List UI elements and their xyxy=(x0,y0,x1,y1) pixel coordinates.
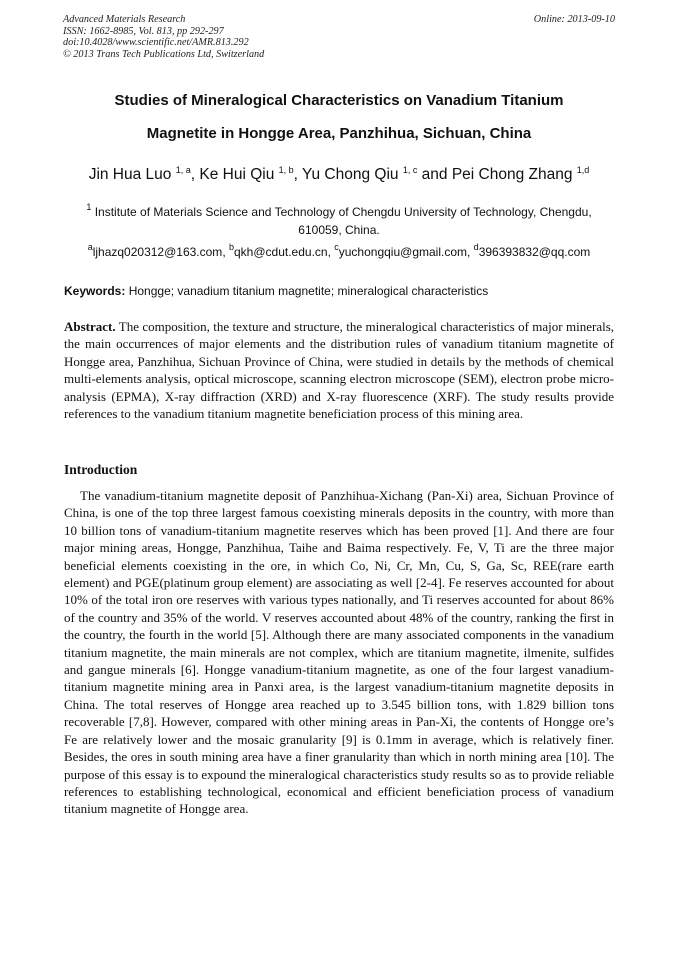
email-separator: , xyxy=(222,245,229,259)
email-marker: c xyxy=(334,242,339,252)
affiliation-marker: 1 xyxy=(86,202,92,212)
paper-title-line-2: Magnetite in Hongge Area, Panzhihua, Sichuan, China xyxy=(146,125,532,142)
affiliation-text: Institute of Materials Science and Technology of Chengdu University of Technology, Chengdu, 610059, China. xyxy=(94,205,592,237)
author-affiliation-marker: 1, a xyxy=(175,165,191,175)
author-affiliation-marker: 1,d xyxy=(576,165,590,175)
author-name: Pei Chong Zhang xyxy=(451,166,573,183)
copyright-line: © 2013 Trans Tech Publications Ltd, Switzerland xyxy=(63,48,265,60)
introduction-heading: Introduction xyxy=(64,462,138,477)
email-address: qkh@cdut.edu.cn xyxy=(234,245,328,259)
affiliation xyxy=(63,203,615,239)
author-separator: , xyxy=(190,166,200,183)
issn-line: ISSN: 1662-8985, Vol. 813, pp 292-297 xyxy=(63,25,224,37)
email-separator: , xyxy=(327,245,335,259)
author-affiliation-marker: 1, c xyxy=(402,165,418,175)
journal-header xyxy=(63,14,615,60)
introduction-paragraph: The vanadium-titanium magnetite deposit of Panzhihua-Xichang (Pan-Xi) area, Sichuan Province of China, is one of the top three largest famous coexisting minerals deposits in the country, with more than 10 billion tons of vanadium-titanium magnetite reserves which has been proved [1]. And there are four major mining areas, Hongge, Panzhihua, Taihe and Baima respectively. Fe, V, Ti are the three major beneficial elements coexisting in the ore, in which Co, Ni, Cr, Mn, Cu, S, Ga, Sc, REE(rare earth element) and PGE(platinum group element) are associating as well [2-4]. Fe reserves accounted for about 10% of the total iron ore reserves with various types nationally, and Ti reserves accounted for about 86% of the country and 35% of the world. V reserves accounted about 48% of the country, ranking the first in the country, the fourth in the world [5]. Although there are many associated components in the vanadium titanium magnetite, the main minerals are not complex, which are titanium magnetite, ilmenite, sulfides and gangue minerals [6]. Hongge vanadium-titanium magnetite, as one of the four largest vanadium-titanium magnetite mining area in Panxi area, is the largest vanadium-titanium magnetite deposits in China. The total reserves of Hongge area reached up to 3.545 billion tons, with 1.829 billion tons recoverable [7,8]. However, compared with other mining areas in Pan-Xi, the contents of Hongge ore’s Fe are relatively lower and the mosaic granularity [9] is 0.1mm in average, which is relatively finer. Besides, the ores in south mining area have a finer granularity than which in north mining area [10]. The purpose of this essay is to expound the mineralogical characteristics study results so as to provide reliable references to establishing technological, economical and efficient beneficiation process of vanadium titanium magnetite of Hongge area. xyxy=(64,488,614,817)
keywords-label: Keywords: xyxy=(64,284,126,298)
abstract xyxy=(64,318,614,422)
keywords-text: Hongge; vanadium titanium magnetite; mineralogical characteristics xyxy=(128,284,489,298)
email-marker: b xyxy=(228,242,234,252)
author-separator: and xyxy=(417,166,452,183)
keywords xyxy=(64,284,616,298)
abstract-text: The composition, the texture and structure, the mineralogical characteristics of major minerals, the main occurrences of major elements and the distribution rules of vanadium titanium magnetite of Hongge area, Panzhihua, Sichuan Province of China, were studied in details by the methods of chemical multi-elements analysis, optical microscope, scanning electron microscope (SEM), electron probe micro-analysis (EPMA), X-ray diffraction (XRD) and X-ray fluorescence (XRF). The study results provide references to the vanadium titanium magnetite beneficiation process of this mining area. xyxy=(64,319,615,422)
email-address: yuchongqiu@gmail.com xyxy=(338,245,467,259)
email-marker: a xyxy=(87,242,93,252)
author-name: Jin Hua Luo xyxy=(88,166,172,183)
journal-name: Advanced Materials Research xyxy=(63,14,186,25)
author-separator: , xyxy=(293,166,302,183)
online-date: Online: 2013-09-10 xyxy=(533,14,615,25)
abstract-label: Abstract. xyxy=(64,319,116,334)
author-affiliation-marker: 1, b xyxy=(278,165,294,175)
author-list xyxy=(40,166,638,184)
email-address: 396393832@qq.com xyxy=(478,245,591,259)
author-name: Yu Chong Qiu xyxy=(302,166,399,183)
doi-line: doi:10.4028/www.scientific.net/AMR.813.292 xyxy=(63,37,249,49)
paper-title-line-1: Studies of Mineralogical Characteristics on Vanadium Titanium xyxy=(114,92,564,109)
email-address: ljhazq020312@163.com xyxy=(92,245,223,259)
author-name: Ke Hui Qiu xyxy=(199,166,275,183)
email-list xyxy=(40,242,638,259)
email-marker: d xyxy=(473,242,479,252)
email-separator: , xyxy=(467,245,474,259)
